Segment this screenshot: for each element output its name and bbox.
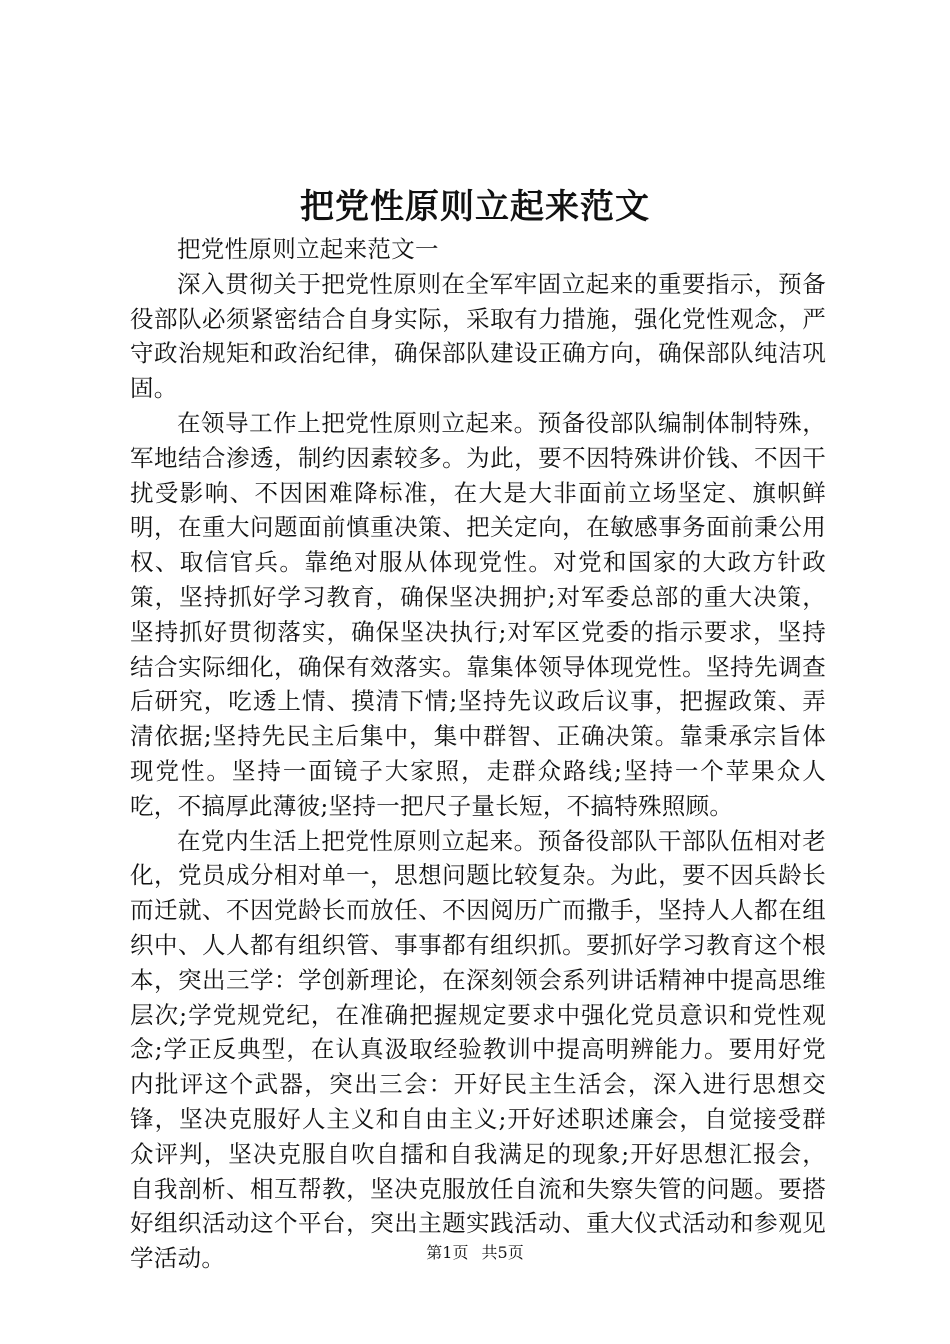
paragraph-party-life: 在党内生活上把党性原则立起来。预备役部队干部队伍相对老化，党员成分相对单一，思想问题比较复杂。为此，要不因兵龄长而迁就、不因党龄长而放任、不因阅历广而撒手，坚持人人都在组织中、人人都有组织管、事事都有组织抓。要抓好学习教育这个根本，突出三学：学创新理论，在深刻领会系列讲话精神中提高思维层次;学党规党纪，在准确把握规定要求中强化党员意识和党性观念;学正反典型，在认真汲取经验教训中提高明辨能力。要用好党内批评这个武器，突出三会：开好民主生活会，深入进行思想交锋，坚决克服好人主义和自由主义;开好述职述廉会，自觉接受群众评判，坚决克服自吹自擂和自我满足的现象;开好思想汇报会，自我剖析、相互帮教，坚决克服放任自流和失察失管的问题。要搭好组织活动这个平台，突出主题实践活动、重大仪式活动和参观见学活动。 <box>130 826 826 1273</box>
document-body <box>130 232 826 1276</box>
page-total: 共5页 <box>481 1243 524 1262</box>
section-subtitle: 把党性原则立起来范文一 <box>177 235 439 263</box>
document-title: 把党性原则立起来范文 <box>300 187 650 227</box>
paragraph-intro: 深入贯彻关于把党性原则在全军牢固立起来的重要指示，预备役部队必须紧密结合自身实际，采取有力措施，强化党性观念，严守政治规矩和政治纪律，确保部队建设正确方向，确保部队纯洁巩固。 <box>130 269 826 403</box>
page-footer <box>0 1242 950 1264</box>
page-number: 第1页 <box>426 1243 469 1262</box>
paragraph-leadership: 在领导工作上把党性原则立起来。预备役部队编制体制特殊，军地结合渗透，制约因素较多。为此，要不因特殊讲价钱、不因干扰受影响、不因困难降标准，在大是大非面前立场坚定、旗帜鲜明，在重大问题面前慎重决策、把关定向，在敏感事务面前秉公用权、取信官兵。靠绝对服从体现党性。对党和国家的大政方针政策，坚持抓好学习教育，确保坚决拥护;对军委总部的重大决策，坚持抓好贯彻落实，确保坚决执行;对军区党委的指示要求，坚持结合实际细化，确保有效落实。靠集体领导体现党性。坚持先调查后研究，吃透上情、摸清下情;坚持先议政后议事，把握政策、弄清依据;坚持先民主后集中，集中群智、正确决策。靠秉承宗旨体现党性。坚持一面镜子大家照，走群众路线;坚持一个苹果众人吃，不搞厚此薄彼;坚持一把尺子量长短，不搞特殊照顾。 <box>130 408 826 820</box>
